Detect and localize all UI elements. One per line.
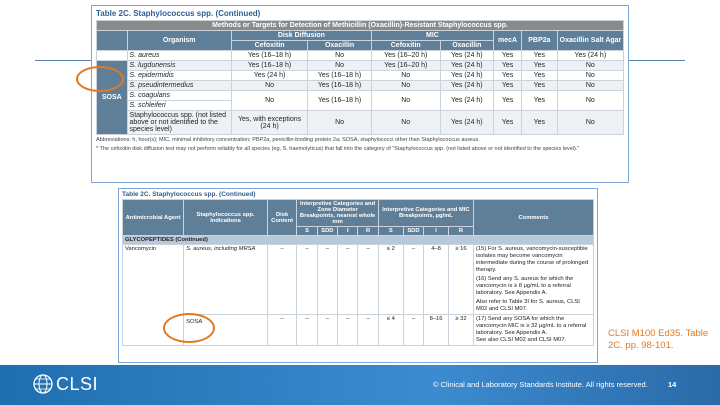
table-row: SOSA S. lugdunensis Yes (16–18 h) No Yes (16–20 h) Yes (24 h) Yes Yes No [97,61,624,71]
table-row: Vancomycin S. aureus, including MRSA – – – – – ≤ 2 – 4–8 ≥ 16 (15) For S. aureus, vancomycin-susceptible isolates may become vancomycin intermediate during the course of prolonged therapy. (16) Send any S. aureus for which the vancomycin is ≥ 8 µg/mL to a referral laboratory. See Appendix A. Also refer to Table 3I for S. aureus, CLSI M02 and CLSI M07. [123,245,594,315]
bottom-table-caption: Table 2C. Staphylococcus spp. (Continued) [122,191,256,198]
col-oxa-salt: Oxacillin Salt Agar [557,31,623,51]
col-agent: Antimicrobial Agent [123,200,184,236]
table-row: Staphylococcus spp. (not listed above or not identified to the species level) Yes, with exceptions (24 h) No No Yes (24 h) Yes Yes No [97,111,624,135]
table-row: S. pseudintermedius No Yes (16–18 h) No Yes (24 h) Yes Yes No [97,81,624,91]
highlight-oval-sosa-bottom [163,313,215,343]
page-number: 14 [668,380,677,389]
table-row: S. epidermidis Yes (24 h) Yes (16–18 h) No Yes (24 h) Yes Yes No [97,71,624,81]
agent-vancomycin: Vancomycin [123,245,184,346]
table-row: SOSA – – – – – ≤ 4 – 8–16 ≥ 32 (17) Send any SOSA for which the vancomycin MIC is ≥ 32 µg/mL to a referral laboratory. See Appendix A. See also CLSI M02 and CLSI M07. [123,315,594,346]
col-zone-group: Interpretive Categories and Zone Diameter Breakpoints, nearest whole mm [297,200,379,227]
reference-note: CLSI M100 Ed35. Table 2C. pp. 98-101. [608,328,709,351]
methods-table [96,20,624,135]
sosa-indication: SOSA [184,315,268,346]
col-mic-group: Interpretive Categories and MIC Breakpoints, µg/mL [378,200,473,227]
sosa-group-label: SOSA [97,61,128,135]
col-organism: Organism [127,31,231,51]
clsi-logo [32,373,98,395]
section-glycopeptides: GLYCOPEPTIDES (Continued) [123,236,594,245]
group-mic: MIC [371,31,493,41]
logo-text: CLSI [56,373,99,394]
col-oxacillin-disk: Oxacillin [308,41,372,51]
col-disk-content: Disk Content [267,200,296,236]
footnote: * The cefoxitin disk diffusion test may not perform reliably for all species (eg, S. haemolyticus) that fall into the category of "Staphylococcus spp. (not listed above or not identified to the species level)." [96,146,580,152]
highlight-oval-sosa-top [76,66,124,92]
copyright-text: © Clinical and Laboratory Standards Institute. All rights reserved. [433,380,648,389]
col-pbp2a: PBP2a [522,31,558,51]
comments-cell: (15) For S. aureus, vancomycin-susceptible isolates may become vancomycin intermediate during the course of prolonged therapy. (16) Send any S. aureus for which the vancomycin is ≥ 8 µg/mL to a referral laboratory. See Appendix A. Also refer to Table 3I for S. aureus, CLSI M02 and CLSI M07. [473,245,593,315]
breakpoints-table: Antimicrobial Agent Staphylococcus spp. Indications Disk Content Interpretive Categories and Zone Diameter Breakpoints, nearest whole mm Interpretive Categories and MIC Breakpoints, µg/mL Comments S SDD I R S SDD I R GLYCOPEPTIDES (Continued) Vancomycin S. aureus, including MRSA – – – – – ≤ 2 – 4–8 ≥ 16 (15) For S. aureus, vancomycin-susceptible isolates may become vancomycin intermediate during the course of prolonged therapy. (16) Send any S. aureus for which the vancomycin is ≥ 8 µg/mL to a referral laboratory. See Appendix A. Also refer to Table 3I for S. aureus, CLSI M02 and CLSI M07. SOSA – – – – – ≤ 4 – 8–16 ≥ 32 (17) Send any SOSA for which the vancomycin MIC is ≥ 32 µg/mL to a referral laboratory. See Appendix A. See also CLSI M02 and CLSI M07. [122,199,594,346]
col-comments: Comments [473,200,593,236]
table-row: S. aureus Yes (16–18 h) No Yes (16–20 h) Yes (24 h) Yes Yes Yes (24 h) [97,51,624,61]
col-cefoxitin-disk: Cefoxitin [231,41,307,51]
group-disk: Disk Diffusion [231,31,371,41]
col-indications: Staphylococcus spp. Indications [184,200,268,236]
top-table-image [91,5,629,183]
comments-cell: (17) Send any SOSA for which the vancomycin MIC is ≥ 32 µg/mL to a referral laboratory. See Appendix A. See also CLSI M02 and CLSI M07. [473,315,593,346]
top-table-caption: Table 2C. Staphylococcus spp. (Continued) [96,9,261,18]
col-cefoxitin-mic: Cefoxitin [371,41,440,51]
col-meca: mecA [494,31,522,51]
table-row: S. schleiferi [97,101,624,111]
globe-icon [32,373,54,395]
abbreviations-note: Abbreviations: h, hour(s); MIC, minimal inhibitory concentration; PBP2a, penicillin-binding protein 2a; SOSA, staphylococci other than Staphylococcus aureus. [96,137,480,143]
footer-bar [0,365,720,405]
table-row: S. coagulans No Yes (16–18 h) No Yes (24 h) Yes Yes No [97,91,624,101]
table-title: Methods or Targets for Detection of Methicillin (Oxacillin)-Resistant Staphylococcus spp. [97,21,624,31]
col-oxacillin-mic: Oxacillin [440,41,493,51]
